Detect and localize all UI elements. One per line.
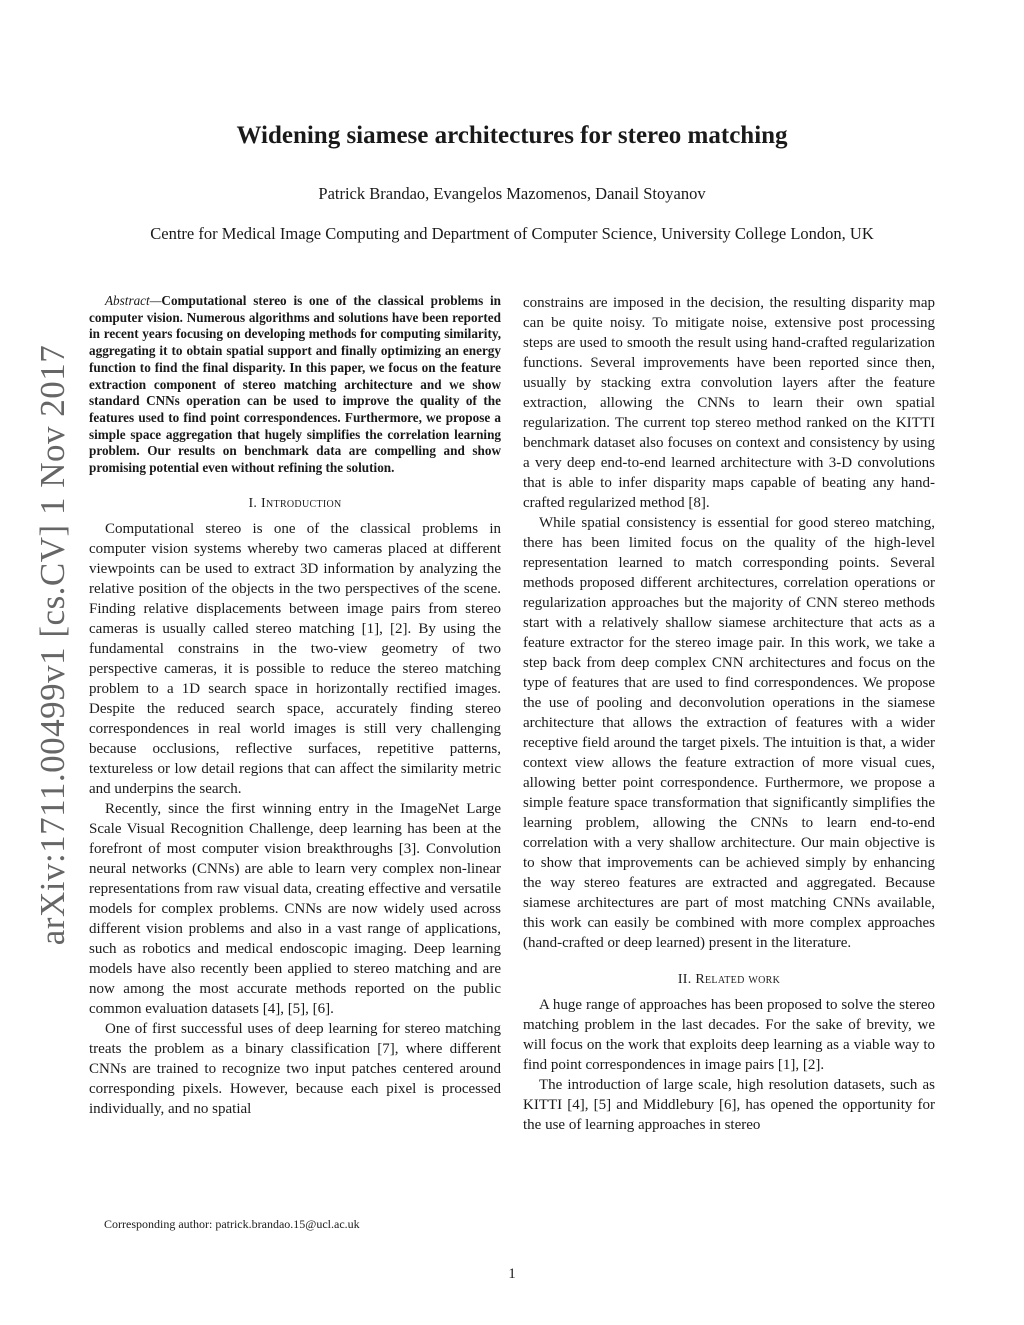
section-title: Introduction <box>261 495 342 511</box>
section-title: Related work <box>695 972 781 987</box>
footnote: Corresponding author: patrick.brandao.15@ucl.ac.uk <box>104 1217 360 1231</box>
section-heading-introduction <box>89 494 501 514</box>
abstract-label: Abstract— <box>105 293 162 308</box>
section-number: I. <box>248 495 258 511</box>
arxiv-sidebar <box>28 344 78 946</box>
left-column <box>89 293 501 1119</box>
section-heading-related-work <box>523 970 935 990</box>
section-number: II. <box>677 972 692 987</box>
paragraph: Recently, since the first winning entry in the ImageNet Large Scale Visual Recognition Challenge, deep learning has been at the forefront of most computer vision breakthroughs [3]. Convolution neural networks (CNNs) are able to learn very complex non-linear representations from raw visual data, creating effective and versatile models for complex problems. CNNs are now widely used across different vision problems and also in a vast range of applications, such as robotics and medical endoscopic imaging. Deep learning models have also recently been applied to stereo matching and are now among the most accurate methods reported on the public common evaluation datasets [4], [5], [6]. <box>89 800 501 1017</box>
affiliation: Centre for Medical Image Computing and Department of Computer Science, University College London, UK <box>150 224 874 243</box>
arxiv-identifier: arXiv:1711.00499v1 [cs.CV] 1 Nov 2017 <box>33 344 72 946</box>
abstract <box>89 293 501 477</box>
paragraph: The introduction of large scale, high resolution datasets, such as KITTI [4], [5] and Middlebury [6], has opened the opportunity for the use of learning approaches in stereo <box>523 1077 935 1133</box>
right-column <box>523 293 935 1135</box>
abstract-text: Computational stereo is one of the classical problems in computer vision. Numerous algorithms and solutions have been reported in recent years focusing on developing methods for computing similarity, aggregating it to obtain spatial support and finally optimizing an energy function to find the final disparity. In this paper, we focus on the feature extraction component of stereo matching architecture and we show standard CNNs operation can be used to improve the quality of the features used to find point correspondences. Furthermore, we propose a simple space aggregation that hugely simplifies the correlation learning problem. Our results on benchmark data are compelling and show promising potential even without refining the solution. <box>89 293 501 476</box>
paragraph: Computational stereo is one of the classical problems in computer vision systems whereby two cameras placed at different viewpoints can be used to extract 3D information by analyzing the relative position of the objects in the two perspectives of the scene. Finding relative displacements between image pairs from stereo cameras is usually called stereo matching [1], [2]. By using the fundamental constrains in the two-view geometry of two perspective cameras, it is possible to reduce the stereo matching problem to a 1D search space in horizontally rectified images. Despite the reduced search space, accurately finding stereo correspondences in real world images is still very challenging because occlusions, reflective surfaces, repetitive patterns, textureless or low detail regions that can affect the similarity metric and underpins the search. <box>89 520 501 797</box>
paragraph: While spatial consistency is essential for good stereo matching, there has been limited focus on the quality of the high-level representation learned to match corresponding points. Several methods proposed different architectures, correlation operations or regularization approaches but the majority of CNN stereo methods start with a relatively shallow siamese architecture that acts as a feature extractor for the stereo image pair. In this work, we take a step back from deep complex CNN architectures and focus on the type of features that are used to find correspondences. We propose the use of pooling and deconvolution operations in the siamese architecture that allows the extraction of features with a wider receptive field around the target pixels. The intuition is that, a wider context view allows the feature extraction of more visual cues, allowing better point correspondence. Furthermore, we propose a simple feature space transformation that significantly simplifies the learning problem, allowing the CNNs to learn end-to-end correlation with a very shallow architecture. Our main objective is to show that improvements can be achieved simply by enhancing the way stereo features are extracted and aggregated. Because siamese architectures are part of most matching CNNs available, this work can easily be combined with more complex approaches (hand-crafted or deep learned) present in the literature. <box>523 515 935 951</box>
paragraph-continued: constrains are imposed in the decision, the resulting disparity map can be quite noisy. To mitigate noise, extensive post processing steps are used to smooth the result using hand-crafted regularization functions. Several improvements have been reported since then, usually by stacking extra convolution layers after the feature extraction, allowing the CNNs to learn their own spatial regularization. The current top stereo method ranked on the KITTI benchmark dataset also focuses on context and consistency by using a very deep end-to-end learned architecture with 3-D convolutions that is able to infer disparity maps capable of beating any hand-crafted regularized method [8]. <box>523 295 935 511</box>
page-number: 1 <box>508 1266 516 1282</box>
paragraph: One of first successful uses of deep learning for stereo matching treats the problem as a binary classification [7], where different CNNs are trained to recognize two input patches centered around corresponding pixels. However, because each pixel is processed individually, and no spatial <box>89 1020 501 1117</box>
author-list: Patrick Brandao, Evangelos Mazomenos, Danail Stoyanov <box>318 184 706 203</box>
paper-title: Widening siamese architectures for stereo matching <box>236 122 788 149</box>
paragraph: A huge range of approaches has been proposed to solve the stereo matching problem in the last decades. For the sake of brevity, we will focus on the work that exploits deep learning as a viable way to find point correspondences in image pairs [1], [2]. <box>523 997 935 1073</box>
